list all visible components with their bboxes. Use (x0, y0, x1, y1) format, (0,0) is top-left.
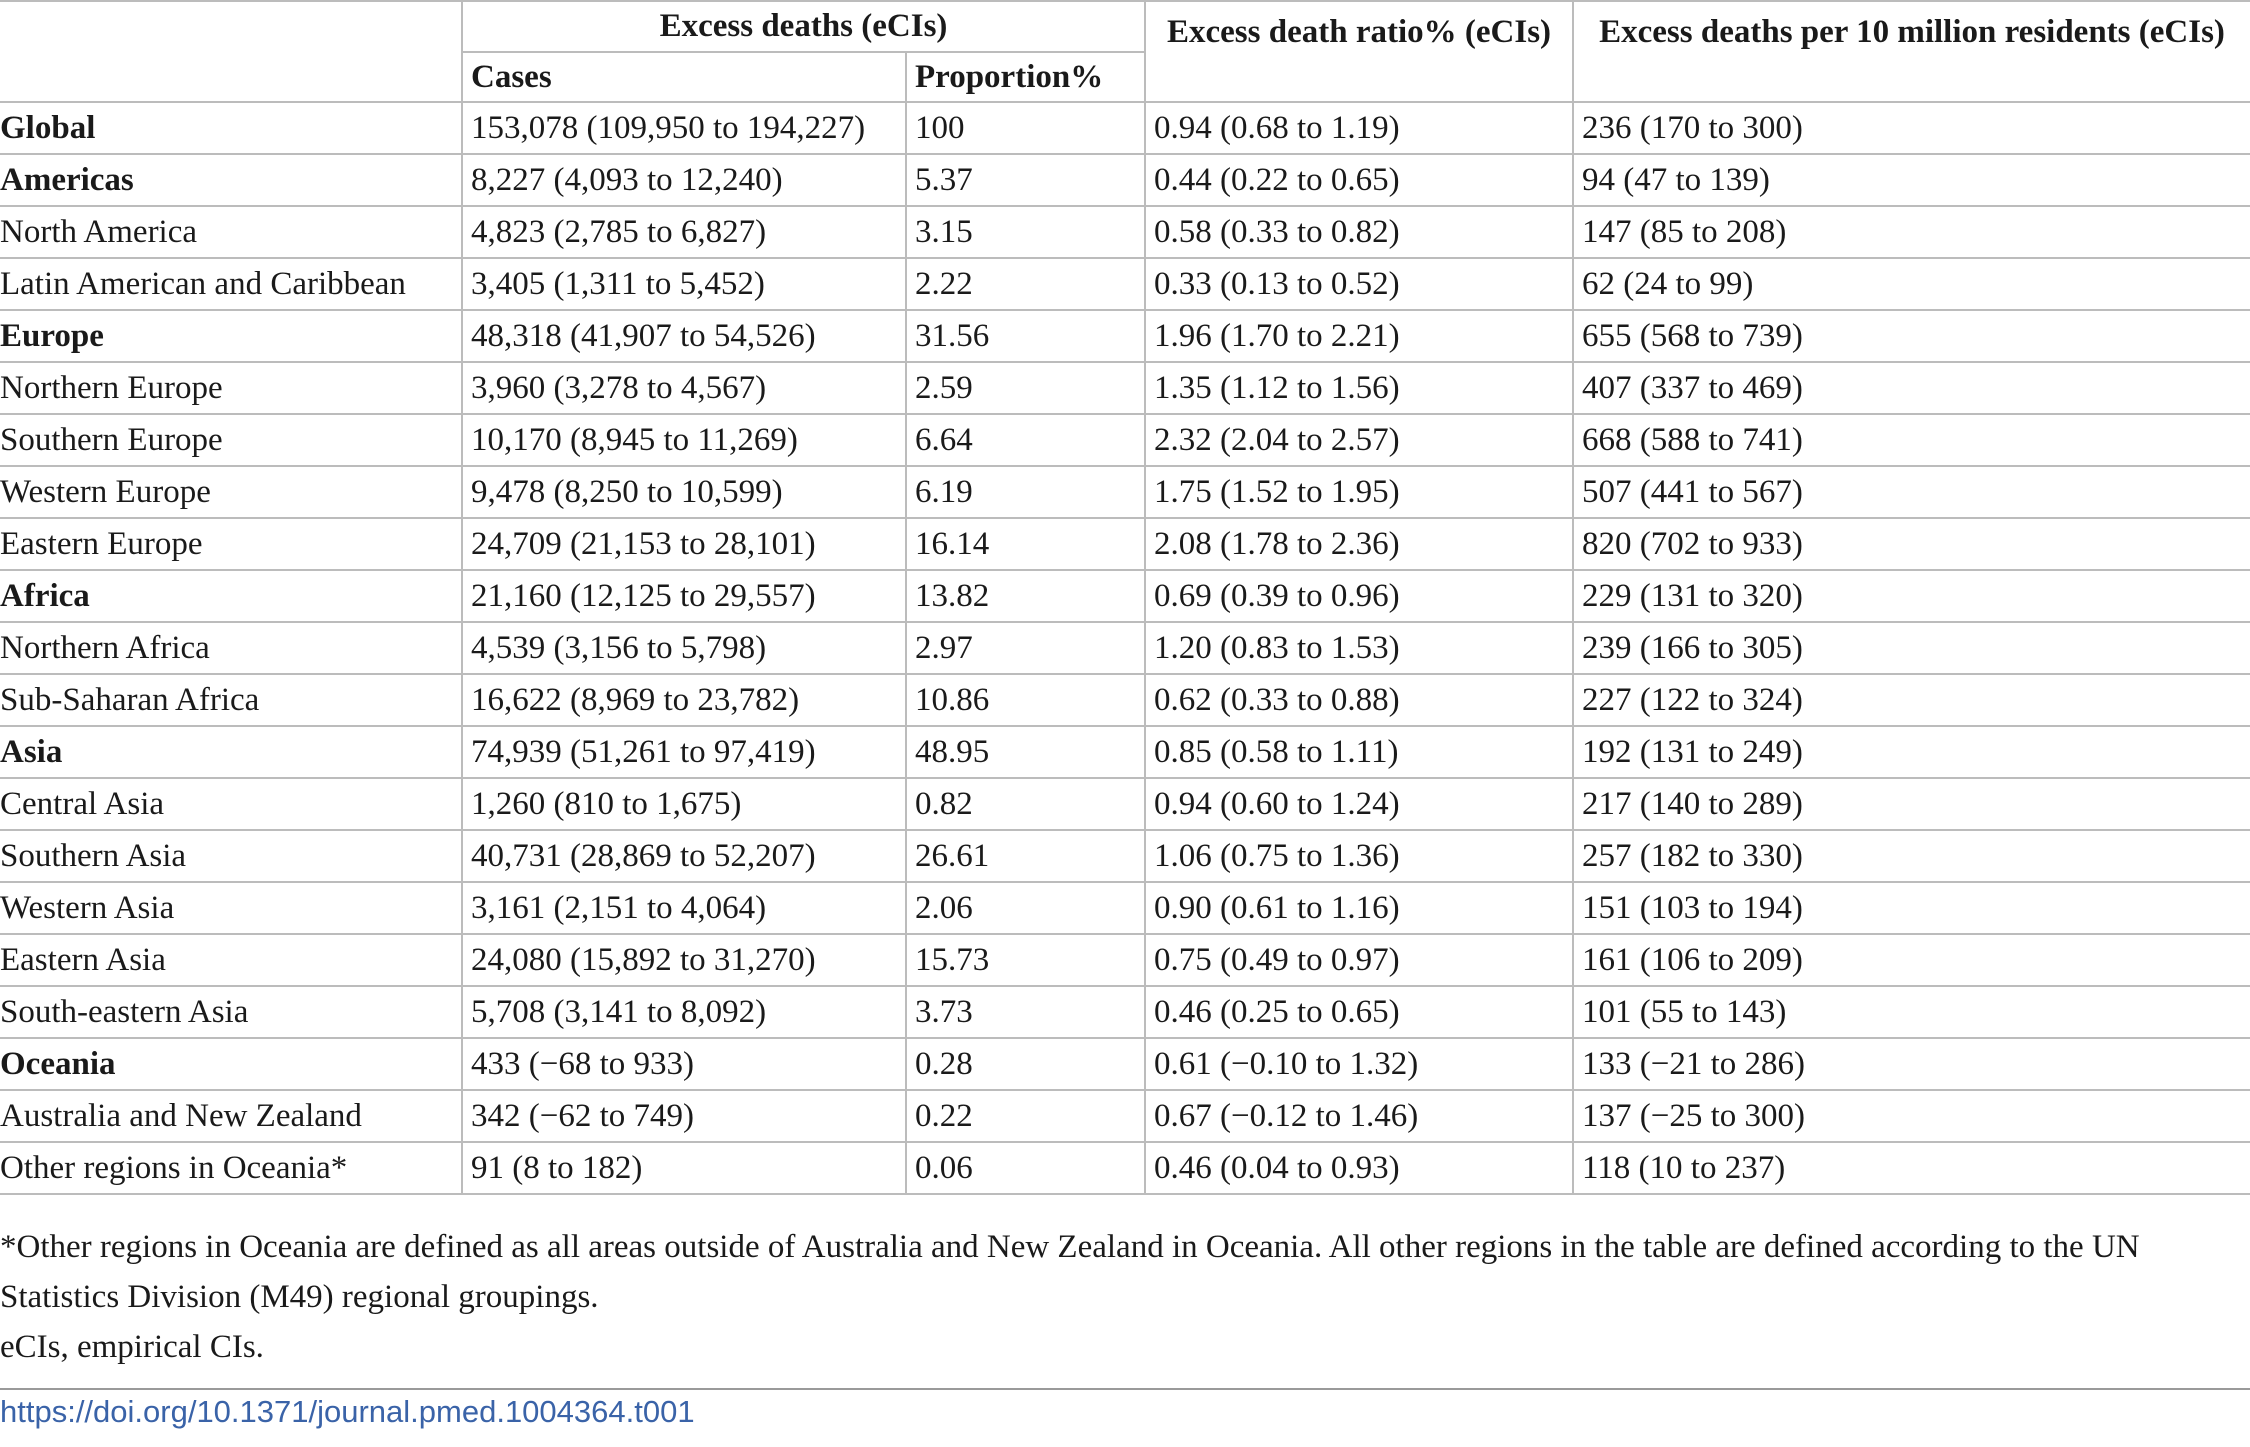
ratio-cell: 0.94 (0.68 to 1.19) (1145, 102, 1573, 154)
region-column-header (0, 1, 462, 102)
per-10m-cell: 192 (131 to 249) (1573, 726, 2250, 778)
cases-cell: 342 (−62 to 749) (462, 1090, 906, 1142)
footnote-oceania-line2: Statistics Division (M49) regional groupings. (0, 1279, 599, 1315)
ratio-cell: 0.46 (0.25 to 0.65) (1145, 986, 1573, 1038)
excess-deaths-header: Excess deaths (eCIs) (462, 1, 1145, 52)
per-10m-cell: 257 (182 to 330) (1573, 830, 2250, 882)
cases-cell: 153,078 (109,950 to 194,227) (462, 102, 906, 154)
table-row (0, 414, 2250, 466)
ratio-cell: 1.75 (1.52 to 1.95) (1145, 466, 1573, 518)
per-10m-cell: 147 (85 to 208) (1573, 206, 2250, 258)
ratio-cell: 0.46 (0.04 to 0.93) (1145, 1142, 1573, 1194)
cases-cell: 8,227 (4,093 to 12,240) (462, 154, 906, 206)
table-row (0, 830, 2250, 882)
region-cell: Americas (0, 154, 462, 206)
region-cell: Global (0, 102, 462, 154)
cases-cell: 74,939 (51,261 to 97,419) (462, 726, 906, 778)
region-cell: Europe (0, 310, 462, 362)
table-row (0, 1038, 2250, 1090)
region-cell: Latin American and Caribbean (0, 258, 462, 310)
region-cell: Eastern Asia (0, 934, 462, 986)
proportion-cell: 3.15 (906, 206, 1145, 258)
proportion-cell: 0.82 (906, 778, 1145, 830)
cases-cell: 10,170 (8,945 to 11,269) (462, 414, 906, 466)
ratio-cell: 0.67 (−0.12 to 1.46) (1145, 1090, 1573, 1142)
region-cell: Oceania (0, 1038, 462, 1090)
table-row (0, 674, 2250, 726)
region-cell: Africa (0, 570, 462, 622)
per-10m-cell: 507 (441 to 567) (1573, 466, 2250, 518)
ratio-cell: 0.75 (0.49 to 0.97) (1145, 934, 1573, 986)
ratio-cell: 0.33 (0.13 to 0.52) (1145, 258, 1573, 310)
proportion-cell: 2.97 (906, 622, 1145, 674)
ratio-cell: 1.06 (0.75 to 1.36) (1145, 830, 1573, 882)
proportion-cell: 48.95 (906, 726, 1145, 778)
region-cell: Northern Africa (0, 622, 462, 674)
table-row (0, 518, 2250, 570)
table-row (0, 362, 2250, 414)
proportion-cell: 2.59 (906, 362, 1145, 414)
ratio-cell: 2.32 (2.04 to 2.57) (1145, 414, 1573, 466)
ratio-cell: 1.35 (1.12 to 1.56) (1145, 362, 1573, 414)
proportion-cell: 26.61 (906, 830, 1145, 882)
proportion-cell: 0.22 (906, 1090, 1145, 1142)
ratio-cell: 0.85 (0.58 to 1.11) (1145, 726, 1573, 778)
table-row (0, 154, 2250, 206)
per-10m-cell: 161 (106 to 209) (1573, 934, 2250, 986)
per-10m-cell: 137 (−25 to 300) (1573, 1090, 2250, 1142)
per-10m-cell: 239 (166 to 305) (1573, 622, 2250, 674)
cases-cell: 3,405 (1,311 to 5,452) (462, 258, 906, 310)
ratio-cell: 0.69 (0.39 to 0.96) (1145, 570, 1573, 622)
cases-cell: 4,539 (3,156 to 5,798) (462, 622, 906, 674)
per-10m-cell: 118 (10 to 237) (1573, 1142, 2250, 1194)
region-cell: Western Asia (0, 882, 462, 934)
table-row (0, 310, 2250, 362)
cases-cell: 40,731 (28,869 to 52,207) (462, 830, 906, 882)
proportion-cell: 5.37 (906, 154, 1145, 206)
proportion-header: Proportion% (906, 52, 1145, 102)
proportion-cell: 16.14 (906, 518, 1145, 570)
region-cell: Australia and New Zealand (0, 1090, 462, 1142)
table-row (0, 1142, 2250, 1194)
cases-cell: 48,318 (41,907 to 54,526) (462, 310, 906, 362)
per-10m-cell: 133 (−21 to 286) (1573, 1038, 2250, 1090)
table-header-row (0, 1, 2250, 52)
proportion-cell: 3.73 (906, 986, 1145, 1038)
table-row (0, 570, 2250, 622)
per-10m-cell: 229 (131 to 320) (1573, 570, 2250, 622)
ratio-cell: 1.96 (1.70 to 2.21) (1145, 310, 1573, 362)
proportion-cell: 31.56 (906, 310, 1145, 362)
ratio-cell: 0.94 (0.60 to 1.24) (1145, 778, 1573, 830)
doi-divider (0, 1388, 2250, 1390)
doi-link[interactable]: https://doi.org/10.1371/journal.pmed.1004364.t001 (0, 1394, 695, 1429)
region-cell: Northern Europe (0, 362, 462, 414)
proportion-cell: 6.19 (906, 466, 1145, 518)
ratio-header: Excess death ratio% (eCIs) (1145, 1, 1573, 102)
per-10m-cell: 101 (55 to 143) (1573, 986, 2250, 1038)
per-10m-cell: 217 (140 to 289) (1573, 778, 2250, 830)
table-body (0, 102, 2250, 1194)
per-10m-cell: 820 (702 to 933) (1573, 518, 2250, 570)
per-10m-cell: 94 (47 to 139) (1573, 154, 2250, 206)
table-row (0, 1090, 2250, 1142)
per-10m-cell: 151 (103 to 194) (1573, 882, 2250, 934)
per-10m-cell: 227 (122 to 324) (1573, 674, 2250, 726)
table-row (0, 622, 2250, 674)
cases-cell: 3,960 (3,278 to 4,567) (462, 362, 906, 414)
per-10m-header: Excess deaths per 10 million residents (eCIs) (1573, 1, 2250, 102)
region-cell: Southern Asia (0, 830, 462, 882)
proportion-cell: 13.82 (906, 570, 1145, 622)
per-10m-cell: 655 (568 to 739) (1573, 310, 2250, 362)
proportion-cell: 2.06 (906, 882, 1145, 934)
ratio-cell: 0.44 (0.22 to 0.65) (1145, 154, 1573, 206)
ratio-cell: 0.62 (0.33 to 0.88) (1145, 674, 1573, 726)
region-cell: South-eastern Asia (0, 986, 462, 1038)
table-row (0, 882, 2250, 934)
proportion-cell: 6.64 (906, 414, 1145, 466)
region-cell: Eastern Europe (0, 518, 462, 570)
per-10m-cell: 668 (588 to 741) (1573, 414, 2250, 466)
table-row (0, 934, 2250, 986)
cases-cell: 16,622 (8,969 to 23,782) (462, 674, 906, 726)
cases-cell: 91 (8 to 182) (462, 1142, 906, 1194)
region-cell: Sub-Saharan Africa (0, 674, 462, 726)
ratio-cell: 0.90 (0.61 to 1.16) (1145, 882, 1573, 934)
cases-cell: 433 (−68 to 933) (462, 1038, 906, 1090)
region-cell: Southern Europe (0, 414, 462, 466)
per-10m-cell: 62 (24 to 99) (1573, 258, 2250, 310)
ratio-cell: 0.61 (−0.10 to 1.32) (1145, 1038, 1573, 1090)
table-row (0, 258, 2250, 310)
proportion-cell: 0.28 (906, 1038, 1145, 1090)
cases-cell: 21,160 (12,125 to 29,557) (462, 570, 906, 622)
table-row (0, 726, 2250, 778)
proportion-cell: 0.06 (906, 1142, 1145, 1194)
table-row (0, 102, 2250, 154)
region-cell: North America (0, 206, 462, 258)
ratio-cell: 1.20 (0.83 to 1.53) (1145, 622, 1573, 674)
ratio-cell: 0.58 (0.33 to 0.82) (1145, 206, 1573, 258)
proportion-cell: 2.22 (906, 258, 1145, 310)
footnote-abbreviation: eCIs, empirical CIs. (0, 1329, 264, 1365)
proportion-cell: 10.86 (906, 674, 1145, 726)
table-row (0, 778, 2250, 830)
per-10m-cell: 407 (337 to 469) (1573, 362, 2250, 414)
table-row (0, 466, 2250, 518)
region-cell: Central Asia (0, 778, 462, 830)
region-cell: Asia (0, 726, 462, 778)
table-footnotes (0, 1222, 2250, 1372)
region-cell: Western Europe (0, 466, 462, 518)
cases-cell: 24,709 (21,153 to 28,101) (462, 518, 906, 570)
footnote-oceania-line1: *Other regions in Oceania are defined as all areas outside of Australia and New Zealand in Oceania. All other regions in the table are defined according to the UN (0, 1229, 2140, 1265)
region-cell: Other regions in Oceania* (0, 1142, 462, 1194)
cases-header: Cases (462, 52, 906, 102)
cases-cell: 9,478 (8,250 to 10,599) (462, 466, 906, 518)
table-row (0, 986, 2250, 1038)
ratio-cell: 2.08 (1.78 to 2.36) (1145, 518, 1573, 570)
cases-cell: 4,823 (2,785 to 6,827) (462, 206, 906, 258)
cases-cell: 24,080 (15,892 to 31,270) (462, 934, 906, 986)
cases-cell: 1,260 (810 to 1,675) (462, 778, 906, 830)
per-10m-cell: 236 (170 to 300) (1573, 102, 2250, 154)
proportion-cell: 100 (906, 102, 1145, 154)
cases-cell: 3,161 (2,151 to 4,064) (462, 882, 906, 934)
table-row (0, 206, 2250, 258)
cases-cell: 5,708 (3,141 to 8,092) (462, 986, 906, 1038)
proportion-cell: 15.73 (906, 934, 1145, 986)
